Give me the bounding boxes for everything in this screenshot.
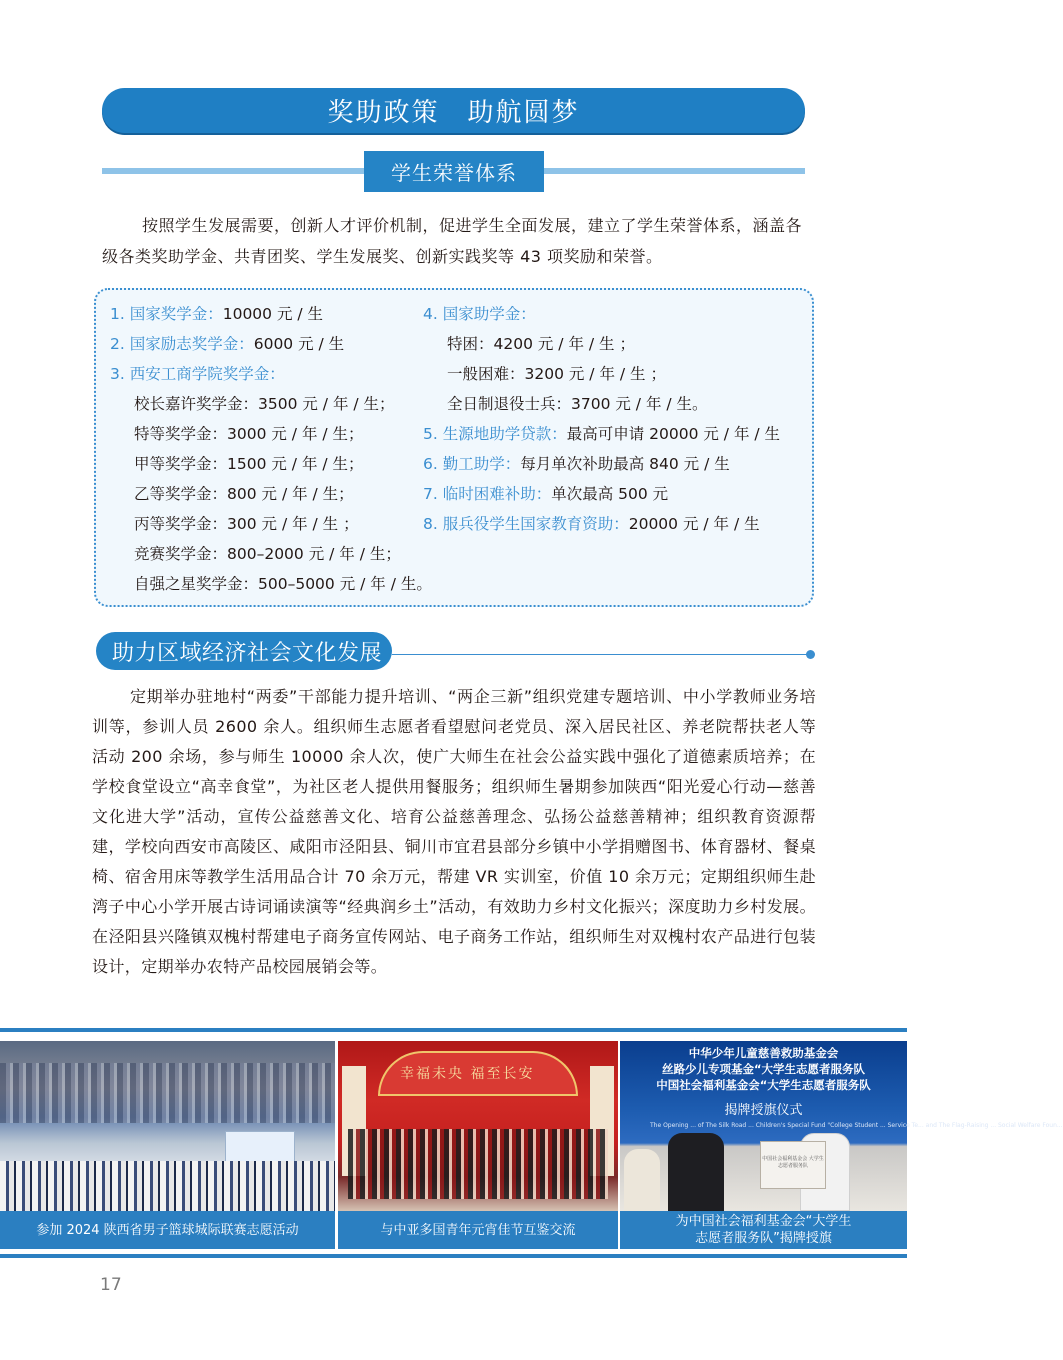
ceremony-plaque: 中国社会福利基金会 大学生志愿者服务队 (760, 1141, 826, 1189)
intro-section (102, 210, 805, 272)
basketball-volunteer-photo (0, 1041, 335, 1211)
photo-strip-top-rule (0, 1028, 907, 1032)
award-row: 5. 生源地助学贷款：最高可申请 20000 元 / 年 / 生 (423, 425, 781, 443)
ceremony-backdrop-line4: 揭牌授旗仪式 (724, 1103, 803, 1118)
subtitle-box: 学生荣誉体系 (364, 151, 544, 192)
award-row: 4. 国家助学金： (423, 305, 536, 323)
award-subrow: 校长嘉许奖学金：3500 元 / 年 / 生； (134, 395, 395, 413)
arena-seats (0, 1063, 335, 1123)
award-row: 7. 临时困难补助：单次最高 500 元 (423, 485, 669, 503)
section2-paragraph: 定期举办驻地村“两委”干部能力提升培训、“两企三新”组织党建专题培训、中小学教师业务培训等，参训人员 2600 余人。组织师生志愿者看望慰问老党员、深入居民社区、养老院帮扶老人等活动 200 余场，参与师生 10000 余人次，使广大师生在社会公益实践中强化了道德素质培养；在学校食堂设立“高幸食堂”，为社区老人提供用餐服务；组织师生暑期参加陕西“阳光爱心行动—慈善文化进大学”活动，宣传公益慈善文化、培育公益慈善理念、弘扬公益慈善精神；组织教育资源帮建，学校向西安市高陵区、咸阳市泾阳县、铜川市宜君县部分乡镇中小学捐赠图书、体育器材、餐桌椅、宿舍用床等教学生活用品合计 70 余万元，帮建 VR 实训室，价值 10 余万元；定期组织师生赴湾子中心小学开展古诗词诵读演等“经典润乡土”活动，有效助力乡村文化振兴；深度助力乡村发展。在泾阳县兴隆镇双槐村帮建电子商务宣传网站、电子商务工作站，组织师生对双槐村农产品进行包装设计，定期举办农特产品校园展销会等。 (92, 687, 816, 976)
intro-paragraph: 按照学生发展需要，创新人才评价机制，促进学生全面发展，建立了学生荣誉体系，涵盖各级各类奖助学金、共青团奖、学生发展奖、创新实践奖等 43 项奖励和荣誉。 (102, 216, 803, 266)
page-number: 17 (100, 1275, 122, 1295)
award-row: 1. 国家奖学金：10000 元 / 生 (110, 305, 324, 323)
ceremony-backdrop-line2: 丝路少儿专项基金“大学生志愿者服务队 (661, 1062, 866, 1076)
ceremony-backdrop-english: The Opening ... of The Silk Road ... Children's Special Fund "College Student ... Service Te... and The Flag-Raising ... Social Welfare Foun... (650, 1122, 1063, 1129)
award-subrow: 特等奖学金：3000 元 / 年 / 生； (134, 425, 364, 443)
award-subrow: 竞赛奖学金：800–2000 元 / 年 / 生； (134, 545, 401, 563)
award-subrow: 乙等奖学金：800 元 / 年 / 生； (134, 485, 354, 503)
lantern-festival-photo (338, 1041, 618, 1211)
award-row: 6. 勤工助学：每月单次补助最高 840 元 / 生 (423, 455, 730, 473)
photo-caption-3 (620, 1211, 907, 1249)
section2-title: 助力区域经济社会文化发展 (96, 632, 392, 670)
arena-scoreboard (225, 1131, 295, 1165)
page-banner (102, 88, 805, 133)
section2-rule (392, 654, 810, 655)
stage-sign-text: 幸福未央 福至长安 (400, 1066, 535, 1082)
flag-raising-ceremony-photo (620, 1041, 1063, 1211)
photo-caption-2: 与中亚多国青年元宵佳节互鉴交流 (338, 1211, 618, 1249)
awards-box (94, 288, 814, 607)
award-subrow: 自强之星奖学金：500–5000 元 / 年 / 生。 (134, 575, 432, 593)
person-figure (624, 1149, 660, 1211)
awards-left-column (110, 299, 432, 599)
photo-caption-1: 参加 2024 陕西省男子篮球城际联赛志愿活动 (0, 1211, 335, 1249)
award-subrow: 全日制退役士兵：3700 元 / 年 / 生。 (447, 395, 708, 413)
banner-part2: 助航圆梦 (467, 98, 580, 128)
ceremony-backdrop-line3: 中国社会福利基金会“大学生志愿者服务队 (656, 1078, 871, 1092)
award-row: 2. 国家励志奖学金：6000 元 / 生 (110, 335, 345, 353)
awards-right-column (423, 299, 780, 539)
banner-part1: 奖助政策 (327, 98, 440, 128)
volunteer-crowd (0, 1161, 335, 1211)
photo-caption-3-line1: 为中国社会福利基金会“大学生 (675, 1214, 852, 1229)
section2-dot (806, 650, 815, 659)
person-figure (668, 1133, 724, 1211)
award-subrow: 丙等奖学金：300 元 / 年 / 生 ； (134, 515, 359, 533)
award-subrow: 特困：4200 元 / 年 / 生 ； (447, 335, 635, 353)
award-subrow: 一般困难：3200 元 / 年 / 生 ； (447, 365, 666, 383)
section2-body (92, 682, 816, 982)
group-photo-crowd (348, 1129, 608, 1199)
award-row: 3. 西安工商学院奖学金： (110, 365, 285, 383)
ceremony-backdrop-line1: 中华少年儿童慈善救助基金会 (688, 1046, 839, 1060)
award-row: 8. 服兵役学生国家教育资助：20000 元 / 年 / 生 (423, 515, 760, 533)
photo-strip-bottom-rule (0, 1254, 907, 1258)
award-subrow: 甲等奖学金：1500 元 / 年 / 生； (134, 455, 364, 473)
photo-caption-3-line2: 志愿者服务队”揭牌授旗 (695, 1231, 832, 1246)
